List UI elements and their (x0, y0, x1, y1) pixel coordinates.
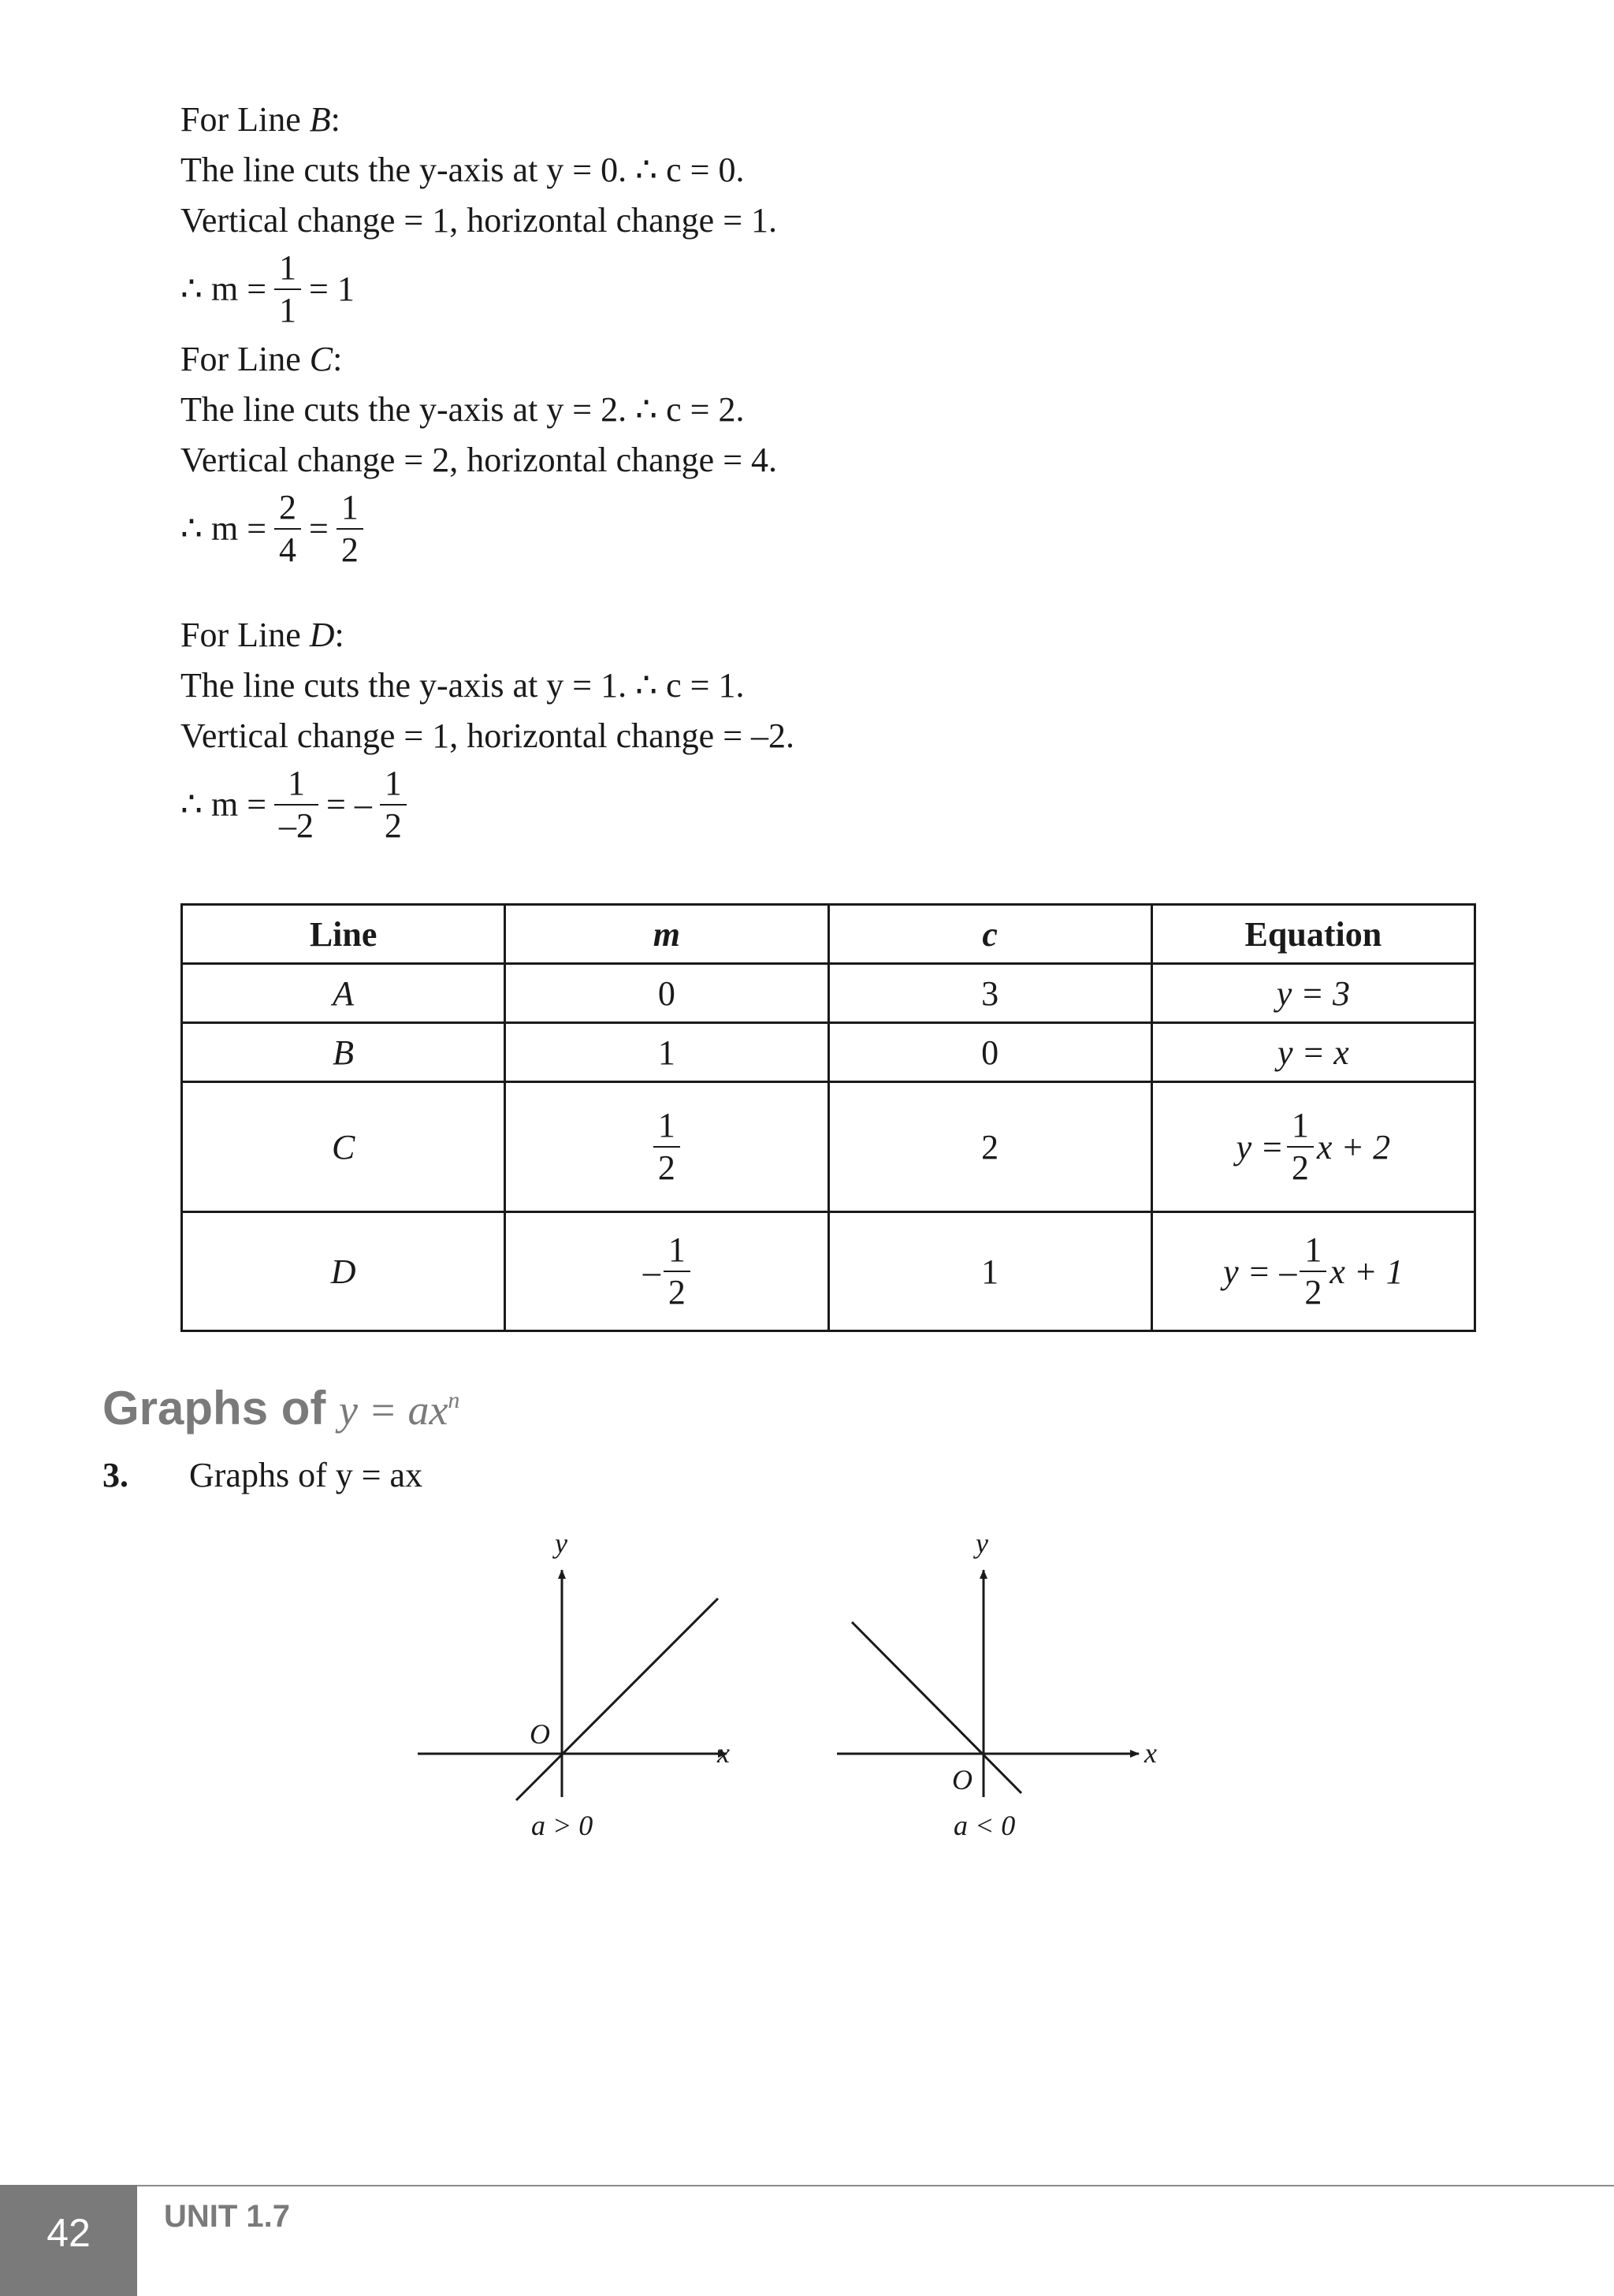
origin-label: O (952, 1764, 972, 1795)
cell-c: 0 (828, 1023, 1151, 1082)
cell-equation: y = 3 (1151, 964, 1475, 1023)
cell-c: 1 (828, 1212, 1151, 1331)
fraction: $\frac{1}{2}$ (1300, 1233, 1326, 1310)
origin-label: O (530, 1718, 550, 1750)
cell-equation: y = – $\frac{1}{2}$ x + 1 (1151, 1212, 1475, 1331)
fraction: $\frac{1}{2}$ (664, 1233, 690, 1310)
table-row (182, 1023, 1475, 1082)
line-d-gradient: ∴ m = $\frac{1}{-2}$ = – $\frac{1}{2}$ (180, 766, 794, 843)
footer-divider (0, 2185, 1614, 2186)
cell-equation: y = x (1151, 1023, 1475, 1082)
page-number: 42 (0, 2185, 137, 2296)
line-d-heading: For Line D: (180, 616, 344, 654)
graph-caption: a < 0 (954, 1810, 1016, 1841)
line-d-intercept: The line cuts the y-axis at y = 1. ∴ c = 1. (180, 666, 745, 705)
line-c-gradient: ∴ m = $\frac{2}{4}$ = $\frac{1}{2}$ (180, 490, 777, 567)
item-3 (102, 1455, 422, 1495)
line-b-intercept: The line cuts the y-axis at y = 0. ∴ c = 0. (180, 151, 745, 189)
cell-line: A (182, 964, 505, 1023)
line-c-intercept: The line cuts the y-axis at y = 2. ∴ c = 2. (180, 390, 745, 429)
table-row (182, 1212, 1475, 1331)
line-d-working (180, 610, 794, 858)
graph-a-positive (418, 1528, 730, 1841)
x-axis-label: x (1144, 1737, 1157, 1769)
line-c-working (180, 334, 777, 582)
line-d-change: Vertical change = 1, horizontal change = –2. (180, 716, 795, 755)
unit-label: UNIT 1.7 (164, 2199, 291, 2234)
column-header: m (505, 905, 828, 964)
cell-m: 1 (505, 1023, 828, 1082)
y-axis-label: y (976, 1528, 988, 1559)
line-negative-slope (852, 1622, 1021, 1793)
fraction: $\frac{2}{4}$ (274, 490, 301, 567)
graphs-figure (0, 1513, 1614, 1860)
line-b-heading: For Line B: (180, 100, 340, 139)
cell-c: 3 (828, 964, 1151, 1023)
cell-equation: y = $\frac{1}{2}$ x + 2 (1151, 1082, 1475, 1212)
section-title: Graphs of $y = ax^n$ (102, 1382, 460, 1435)
item-number: 3. (102, 1456, 128, 1494)
graph-caption: a > 0 (531, 1810, 593, 1841)
fraction: $\frac{1}{1}$ (274, 251, 301, 328)
table-row (182, 964, 1475, 1023)
cell-line: C (182, 1082, 505, 1212)
line-c-heading: For Line C: (180, 340, 343, 378)
cell-line: D (182, 1212, 505, 1331)
cell-m (505, 1082, 828, 1212)
line-b-working (180, 95, 777, 342)
y-axis-label: y (555, 1528, 567, 1559)
column-header: Line (182, 905, 505, 964)
cell-line: B (182, 1023, 505, 1082)
table-header-row (182, 905, 1475, 964)
item-text: Graphs of y = ax (189, 1456, 423, 1494)
fraction: $\frac{1}{2}$ (653, 1108, 680, 1185)
line-b-change: Vertical change = 1, horizontal change = 1. (180, 201, 778, 240)
fraction: $\frac{1}{2}$ (380, 766, 407, 843)
fraction: $\frac{1}{-2}$ (274, 766, 318, 843)
line-b-gradient: ∴ m = $\frac{1}{1}$ = 1 (180, 248, 355, 329)
cell-m: 0 (505, 964, 828, 1023)
line-positive-slope (516, 1598, 718, 1800)
fraction: $\frac{1}{2}$ (1287, 1108, 1314, 1185)
column-header: c (828, 905, 1151, 964)
fraction: $\frac{1}{2}$ (337, 490, 363, 567)
x-axis-label: x (717, 1737, 730, 1769)
table-row (182, 1082, 1475, 1212)
column-header: Equation (1151, 905, 1475, 964)
line-c-change: Vertical change = 2, horizontal change = 4. (180, 441, 778, 479)
cell-m: – $\frac{1}{2}$ (505, 1212, 828, 1331)
cell-c: 2 (828, 1082, 1151, 1212)
graph-a-negative (837, 1528, 1157, 1841)
lines-summary-table (180, 903, 1476, 1332)
